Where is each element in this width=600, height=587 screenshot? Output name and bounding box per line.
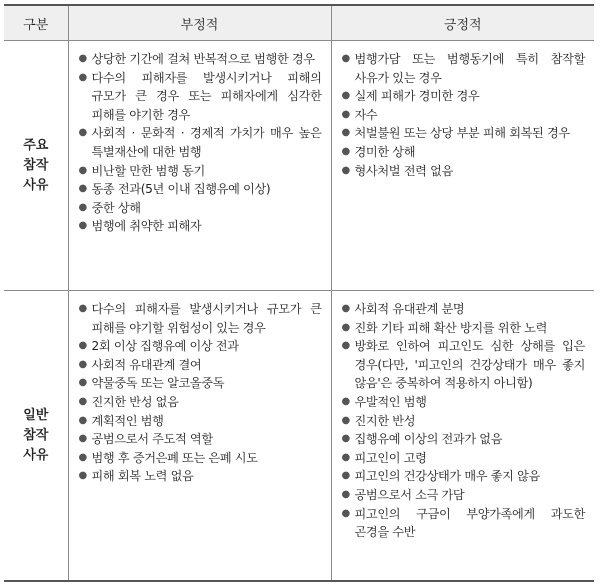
- list-item: [78, 300, 322, 337]
- list-item: [341, 143, 586, 162]
- list-item-text: 피고인이 고령: [354, 450, 427, 465]
- list-item-text: 공범으로서 주도적 역할: [91, 432, 213, 447]
- list-item: [78, 180, 322, 199]
- list-item: [78, 217, 322, 236]
- list-item: [78, 69, 322, 125]
- header-positive: 긍정적: [331, 5, 594, 41]
- header-category: 구분: [4, 5, 68, 41]
- category-line: 사유: [23, 447, 49, 463]
- list-item: [78, 337, 322, 356]
- bullet-icon: ●: [78, 340, 87, 352]
- general-positive-cell: [331, 291, 594, 582]
- row-general-factors: [4, 291, 594, 582]
- bullet-icon: ●: [78, 395, 87, 407]
- list-item-text: 경미한 상해: [354, 144, 416, 159]
- bullet-icon: ●: [341, 145, 350, 157]
- list-item-text: 피고인의 구금이 부양가족에게 과도한 곤경을 수반: [354, 506, 585, 540]
- row-major-factors: [4, 41, 594, 291]
- list-item: [78, 124, 322, 161]
- bullet-icon: ●: [78, 358, 87, 370]
- general-negative-list: [70, 292, 330, 492]
- list-item: [341, 393, 586, 412]
- list-item: [341, 106, 586, 125]
- bullet-icon: ●: [341, 90, 350, 102]
- list-item-text: 우발적인 범행: [354, 394, 427, 409]
- list-item: [341, 505, 586, 542]
- list-item-text: 다수의 피해자를 발생시키거나 피해의 규모가 큰 경우 또는 피해자에게 심각한 피해를 야기한 경우: [91, 70, 322, 122]
- list-item-text: 범행에 취약한 피해자: [91, 219, 202, 234]
- list-item-text: 진지한 반성 없음: [91, 394, 179, 409]
- list-item: [341, 87, 586, 106]
- list-item: [78, 467, 322, 486]
- category-line: 일반: [23, 407, 49, 423]
- list-item-text: 방화로 인하여 피고인도 심한 상해를 입은 경우(다만, '피고인의 건강상태가 매우 좋지 않음'은 중복하여 적용하지 아니함): [354, 339, 585, 391]
- list-item-text: 상당한 기간에 걸쳐 반복적으로 범행한 경우: [91, 52, 315, 66]
- list-item-text: 사회적 유대관계 결여: [91, 357, 202, 372]
- list-item-text: 2회 이상 집행유예 이상 전과: [91, 339, 239, 354]
- list-item-text: 사회적 유대관계 분명: [354, 302, 465, 316]
- header-negative: 부정적: [68, 5, 331, 41]
- bullet-icon: ●: [78, 201, 87, 213]
- major-positive-list: [333, 42, 594, 186]
- bullet-icon: ●: [341, 433, 350, 445]
- category-line: 참작: [23, 157, 49, 173]
- major-positive-cell: [331, 41, 594, 291]
- category-major: [4, 41, 68, 291]
- list-item: [341, 449, 586, 468]
- bullet-icon: ●: [78, 164, 87, 176]
- list-item-text: 범행가담 또는 범행동기에 특히 참작할 사유가 있는 경우: [354, 52, 585, 85]
- list-item: [341, 430, 586, 449]
- bullet-icon: ●: [341, 321, 350, 333]
- list-item: [78, 430, 322, 449]
- list-item: [78, 412, 322, 431]
- list-item-text: 다수의 피해자를 발생시키거나 규모가 큰 피해를 야기할 위험성이 있는 경우: [91, 302, 322, 335]
- list-item: [78, 449, 322, 468]
- bullet-icon: ●: [78, 451, 87, 463]
- bullet-icon: ●: [341, 507, 350, 519]
- list-item-text: 진화 기타 피해 확산 방지를 위한 노력: [354, 320, 547, 335]
- list-item: [341, 337, 586, 393]
- list-item-text: 비난할 만한 범행 동기: [91, 163, 205, 178]
- list-item-text: 피고인의 건강상태가 매우 좋지 않음: [354, 469, 540, 484]
- bullet-icon: ●: [78, 71, 87, 83]
- sentencing-factors-table: [4, 4, 594, 582]
- bullet-icon: ●: [78, 53, 87, 64]
- bullet-icon: ●: [341, 108, 350, 120]
- bullet-icon: ●: [78, 414, 87, 426]
- general-negative-cell: [68, 291, 331, 582]
- list-item-text: 진지한 반성: [354, 413, 416, 428]
- bullet-icon: ●: [78, 183, 87, 195]
- bullet-icon: ●: [78, 377, 87, 389]
- major-negative-list: [70, 42, 330, 242]
- list-item-text: 자수: [354, 107, 378, 122]
- bullet-icon: ●: [341, 127, 350, 139]
- list-item-text: 동종 전과(5년 이내 집행유예 이상): [91, 182, 271, 197]
- category-line: 사유: [23, 177, 49, 193]
- bullet-icon: ●: [78, 303, 87, 314]
- bullet-icon: ●: [78, 433, 87, 445]
- list-item-text: 계획적인 범행: [91, 413, 164, 428]
- bullet-icon: ●: [341, 451, 350, 463]
- category-general: [4, 291, 68, 582]
- list-item-text: 약물중독 또는 알코올중독: [91, 376, 225, 391]
- list-item: [78, 162, 322, 181]
- list-item-text: 중한 상해: [91, 200, 141, 215]
- bullet-icon: ●: [78, 127, 87, 139]
- list-item: [341, 300, 586, 319]
- list-item-text: 범행 후 증거은폐 또는 은폐 시도: [91, 450, 258, 465]
- bullet-icon: ●: [341, 395, 350, 407]
- list-item: [341, 50, 586, 87]
- bullet-icon: ●: [341, 303, 350, 314]
- bullet-icon: ●: [78, 470, 87, 482]
- list-item-text: 처벌불원 또는 상당 부분 피해 회복된 경우: [354, 126, 570, 141]
- general-positive-list: [333, 292, 594, 548]
- list-item: [341, 412, 586, 431]
- list-item-text: 집행유예 이상의 전과가 없음: [354, 432, 503, 447]
- list-item-text: 실제 피해가 경미한 경우: [354, 89, 480, 104]
- bullet-icon: ●: [341, 414, 350, 426]
- bullet-icon: ●: [341, 53, 350, 64]
- list-item-text: 피해 회복 노력 없음: [91, 469, 194, 484]
- category-line: 주요: [23, 137, 49, 153]
- list-item: [78, 374, 322, 393]
- bullet-icon: ●: [78, 220, 87, 232]
- category-line: 참작: [23, 427, 49, 443]
- list-item-text: 공범으로서 소극 가담: [354, 487, 465, 502]
- bullet-icon: ●: [341, 164, 350, 176]
- list-item: [341, 124, 586, 143]
- list-item: [78, 356, 322, 375]
- list-item: [341, 486, 586, 505]
- list-item: [78, 50, 322, 69]
- list-item: [78, 199, 322, 218]
- list-item: [341, 319, 586, 338]
- list-item: [78, 393, 322, 412]
- list-item-text: 사회적 · 문화적 · 경제적 가치가 매우 높은 특별재산에 대한 범행: [91, 126, 322, 159]
- bullet-icon: ●: [341, 340, 350, 352]
- header-row: [4, 5, 594, 41]
- list-item-text: 형사처벌 전력 없음: [354, 163, 453, 178]
- major-negative-cell: [68, 41, 331, 291]
- list-item: [341, 162, 586, 181]
- bullet-icon: ●: [341, 470, 350, 482]
- list-item: [341, 467, 586, 486]
- bullet-icon: ●: [341, 488, 350, 500]
